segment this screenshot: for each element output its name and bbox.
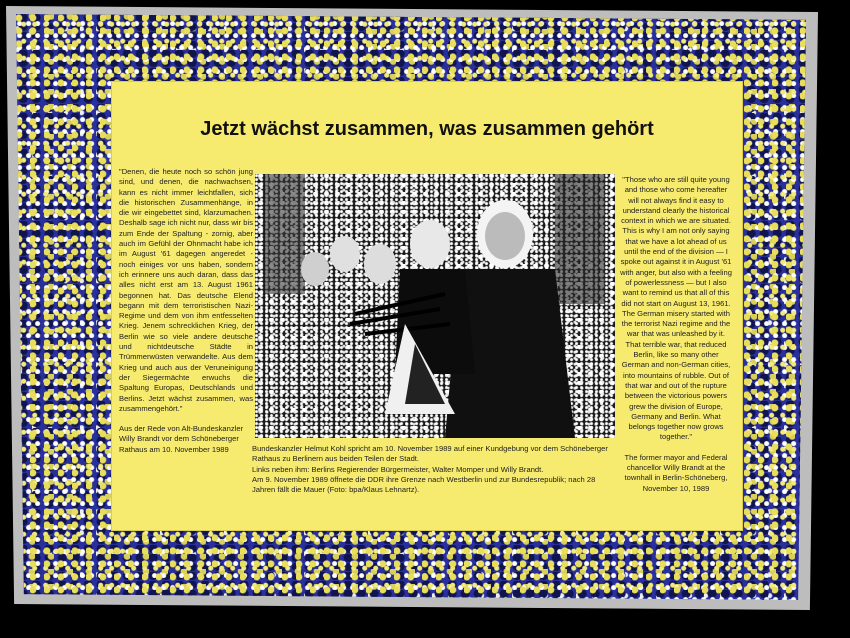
english-quote-column	[620, 175, 732, 504]
caption-line: Bundeskanzler Helmut Kohl spricht am 10. November 1989 auf einer Kundgebung vor dem Schöneberger Rathaus zu Berlinern aus beiden Teilen der Stadt.	[252, 444, 608, 464]
info-panel	[112, 82, 742, 530]
photo-illustration	[255, 174, 615, 438]
german-quote-column	[119, 167, 253, 465]
english-quote: "Those who are still quite young and those who come hereafter will not always find it easy to understand clearly the historical context in which we are situated. This is why I am not only saying that we have a lot ahead of us until the end of the division — I spoke out against it in August '61 with anger, but also with a feeling of powerlessness — but I also want to remind us that all of this did not start on August 13, 1961. The German misery started with the terrorist Nazi regime and the war that was unleashed by it. That terrible war, that reduced Berlin, like so many other German and non-German cities, into mountains of rubble. Out of that war and out of the rupture between the victorious powers grew the division of Europe, Germany and Berlin. What belongs together now grows together."	[620, 175, 732, 442]
speech-photo	[255, 174, 615, 438]
german-quote: "Denen, die heute noch so schön jung sind, und denen, die nachwachsen, kann es nicht immer leichtfallen, sich die historischen Zusammenhänge, in die wir eingebettet sind, klarzumachen. Deshalb sage ich nicht nur, dass wir bis zum Ende der Spaltung - zornig, aber auch im Gefühl der Ohnmacht habe ich im August '61 dagegen angeredet - noch einiges vor uns haben, sondern ich erinnere uns auch daran, dass das alles nicht erst am 13. August 1961 begonnen hat. Das deutsche Elend begann mit dem terroristischen Nazi-Regime und dem von ihm entfesselten Krieg. Jenem schrecklichen Krieg, der Berlin wie so viele andere deutsche und nichtdeutsche Städte in Trümmerwüsten verwandelte. Aus dem Krieg und auch aus der Veruneinigung der Siegermächte erwuchs die Spaltung Europas, Deutschlands und Berlins. Jetzt wächst zusammen, was zusammengehört."	[119, 167, 253, 413]
caption-line: Am 9. November 1989 öffnete die DDR ihre Grenze nach Westberlin und zur Bundesrepublik; nach 28 Jahren fällt die Mauer (Foto: bpa/Klaus Lehnartz).	[252, 474, 596, 495]
english-quote-source: The former mayor and Federal chancellor Willy Brandt at the townhall in Berlin-Schöneberg, November 10, 1989	[624, 452, 728, 493]
photo-caption	[252, 444, 617, 495]
german-quote-source: Aus der Rede von Alt-Bundeskanzler Willy Brandt vor dem Schöneberger Rathaus am 10. November 1989	[119, 424, 244, 454]
caption-line: Links neben ihm: Berlins Regierender Bürgermeister, Walter Momper und Willy Brandt.	[252, 464, 544, 474]
headline: Jetzt wächst zusammen, was zusammen gehört	[200, 118, 654, 140]
